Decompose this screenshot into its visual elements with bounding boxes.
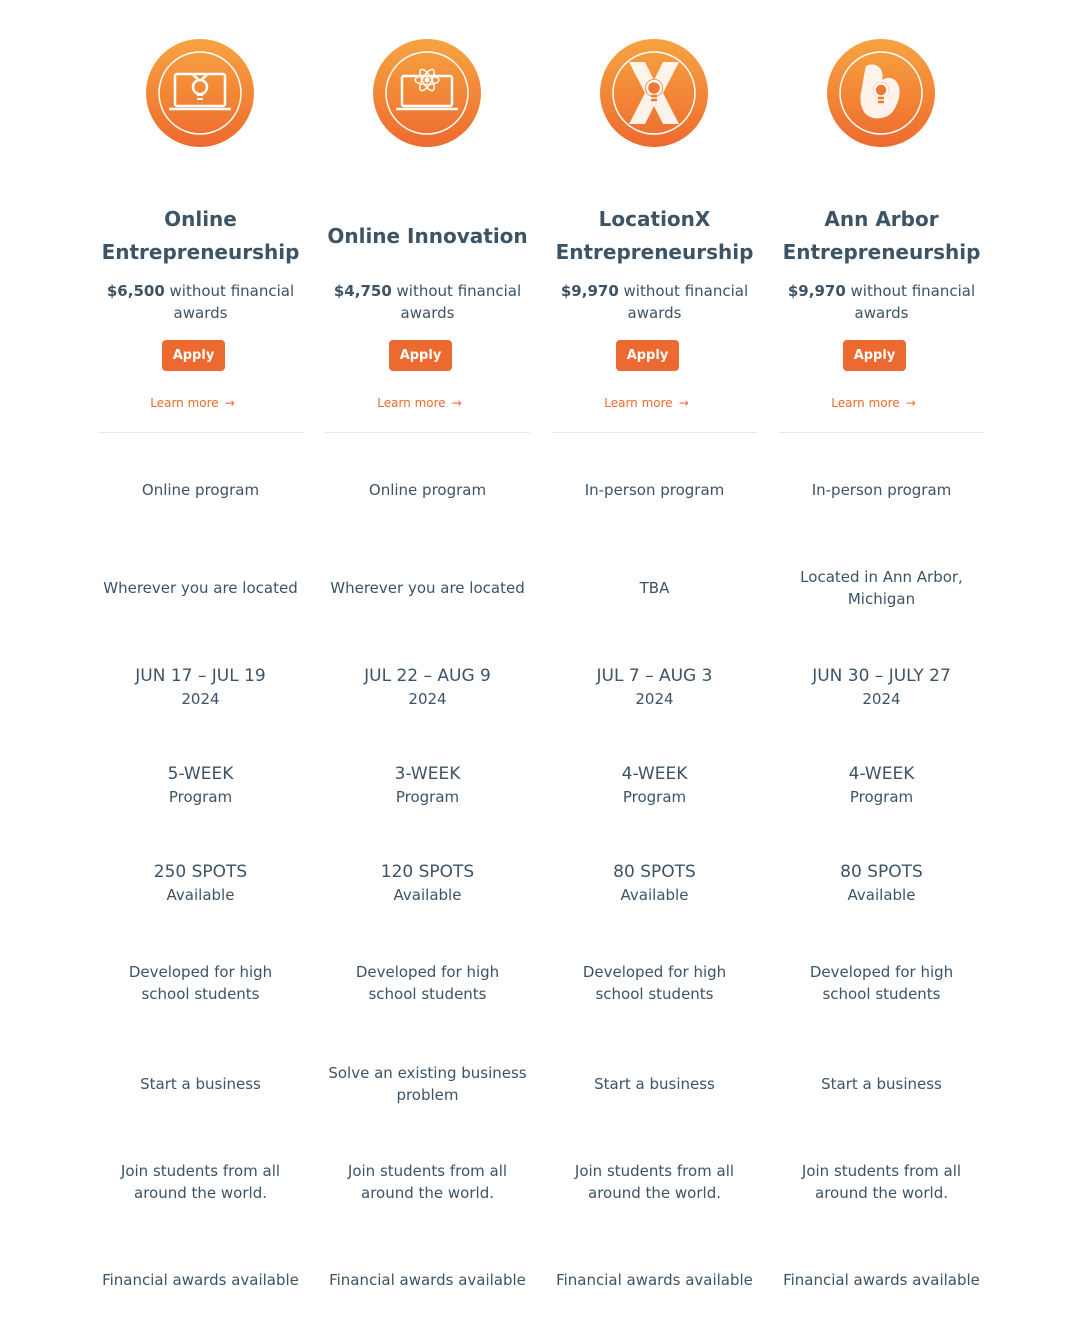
program-spots [98, 853, 303, 913]
dates-year: 2024 [181, 690, 220, 708]
ann-arbor-entrepreneurship-badge [826, 38, 936, 148]
program-goal: Start a business [140, 1075, 261, 1093]
program-spots [779, 853, 984, 913]
program-length [98, 755, 303, 815]
spots-suffix: Available [393, 886, 462, 904]
weeks-count: 5-WEEK [167, 764, 234, 784]
program-title: Online Innovation [327, 223, 528, 248]
program-awards: Financial awards available [102, 1271, 299, 1289]
program-awards: Financial awards available [783, 1271, 980, 1289]
spots-suffix: Available [620, 886, 689, 904]
learn-more-link[interactable] [771, 395, 976, 411]
program-location: TBA [639, 579, 670, 597]
program-format: Online program [141, 481, 260, 499]
learn-more-label: Learn more [831, 396, 900, 410]
weeks-count: 3-WEEK [394, 764, 461, 784]
price-amount: $6,500 [106, 282, 165, 300]
program-awards: Financial awards available [329, 1271, 526, 1289]
dates-year: 2024 [408, 690, 447, 708]
divider [98, 432, 303, 433]
price-amount: $4,750 [333, 282, 392, 300]
learn-more-link[interactable] [544, 395, 749, 411]
program-audience: Developed for high school students [355, 963, 500, 1003]
laptop-atom-icon [372, 38, 482, 148]
learn-more-link[interactable] [90, 395, 295, 411]
apply-button[interactable]: Apply [389, 340, 453, 371]
dates-range: JUL 7 – AUG 3 [596, 666, 713, 686]
program-format: In-person program [811, 481, 952, 499]
spots-count: 250 SPOTS [153, 862, 248, 882]
weeks-count: 4-WEEK [848, 764, 915, 784]
program-goal: Start a business [594, 1075, 715, 1093]
program-community: Join students from all around the world. [120, 1162, 281, 1202]
program-goal: Solve an existing business problem [328, 1064, 527, 1104]
learn-more-label: Learn more [377, 396, 446, 410]
program-audience: Developed for high school students [809, 963, 954, 1003]
program-location: Wherever you are located [330, 579, 525, 597]
program-length [779, 755, 984, 815]
program-format: In-person program [584, 481, 725, 499]
price-suffix: without financial awards [845, 282, 976, 322]
apply-button[interactable]: Apply [616, 340, 680, 371]
program-dates [325, 657, 530, 717]
price-amount: $9,970 [560, 282, 619, 300]
spots-suffix: Available [847, 886, 916, 904]
program-column-locationx-entrepreneurship [552, 0, 757, 1321]
locationx-entrepreneurship-badge [599, 38, 709, 148]
learn-more-label: Learn more [150, 396, 219, 410]
program-column-online-innovation [325, 0, 530, 1321]
apply-wrap [779, 340, 984, 372]
program-location: Located in Ann Arbor, Michigan [800, 568, 963, 608]
weeks-suffix: Program [849, 788, 914, 806]
program-price [779, 280, 984, 324]
program-price [325, 280, 530, 324]
spots-count: 80 SPOTS [613, 862, 696, 882]
program-spots [552, 853, 757, 913]
dates-range: JUL 22 – AUG 9 [364, 666, 491, 686]
apply-button[interactable]: Apply [162, 340, 226, 371]
program-column-online-entrepreneurship [98, 0, 303, 1321]
arrow-right-icon: → [224, 396, 235, 410]
program-dates [98, 657, 303, 717]
program-awards: Financial awards available [556, 1271, 753, 1289]
program-audience: Developed for high school students [582, 963, 727, 1003]
x-lightbulb-icon [599, 38, 709, 148]
dates-year: 2024 [635, 690, 674, 708]
learn-more-label: Learn more [604, 396, 673, 410]
price-amount: $9,970 [787, 282, 846, 300]
program-community: Join students from all around the world. [574, 1162, 735, 1202]
arrow-right-icon: → [451, 396, 462, 410]
spots-count: 80 SPOTS [840, 862, 923, 882]
michigan-lightbulb-icon [826, 38, 936, 148]
program-format: Online program [368, 481, 487, 499]
program-community: Join students from all around the world. [347, 1162, 508, 1202]
program-community: Join students from all around the world. [801, 1162, 962, 1202]
program-title: Ann Arbor Entrepreneurship [782, 207, 981, 264]
weeks-suffix: Program [395, 788, 460, 806]
apply-wrap [552, 340, 757, 372]
program-length [552, 755, 757, 815]
divider [552, 432, 757, 433]
weeks-suffix: Program [622, 788, 687, 806]
program-audience: Developed for high school students [128, 963, 273, 1003]
weeks-suffix: Program [168, 788, 233, 806]
program-title: LocationX Entrepreneurship [555, 207, 754, 264]
spots-count: 120 SPOTS [380, 862, 475, 882]
dates-range: JUN 30 – JULY 27 [812, 666, 951, 686]
weeks-count: 4-WEEK [621, 764, 688, 784]
program-location: Wherever you are located [103, 579, 298, 597]
online-innovation-badge [372, 38, 482, 148]
program-column-ann-arbor-entrepreneurship [779, 0, 984, 1321]
program-dates [552, 657, 757, 717]
program-title: Online Entrepreneurship [101, 207, 300, 264]
divider [325, 432, 530, 433]
divider [779, 432, 984, 433]
price-suffix: without financial awards [391, 282, 522, 322]
program-price [552, 280, 757, 324]
price-suffix: without financial awards [618, 282, 749, 322]
program-length [325, 755, 530, 815]
apply-button[interactable]: Apply [843, 340, 907, 371]
arrow-right-icon: → [905, 396, 916, 410]
program-goal: Start a business [821, 1075, 942, 1093]
apply-wrap [98, 340, 303, 372]
laptop-lightbulb-icon [145, 38, 255, 148]
price-suffix: without financial awards [164, 282, 295, 322]
program-dates [779, 657, 984, 717]
learn-more-link[interactable] [317, 395, 522, 411]
program-spots [325, 853, 530, 913]
online-entrepreneurship-badge [145, 38, 255, 148]
apply-wrap [325, 340, 530, 372]
dates-year: 2024 [862, 690, 901, 708]
dates-range: JUN 17 – JUL 19 [135, 666, 266, 686]
program-price [98, 280, 303, 324]
arrow-right-icon: → [678, 396, 689, 410]
spots-suffix: Available [166, 886, 235, 904]
